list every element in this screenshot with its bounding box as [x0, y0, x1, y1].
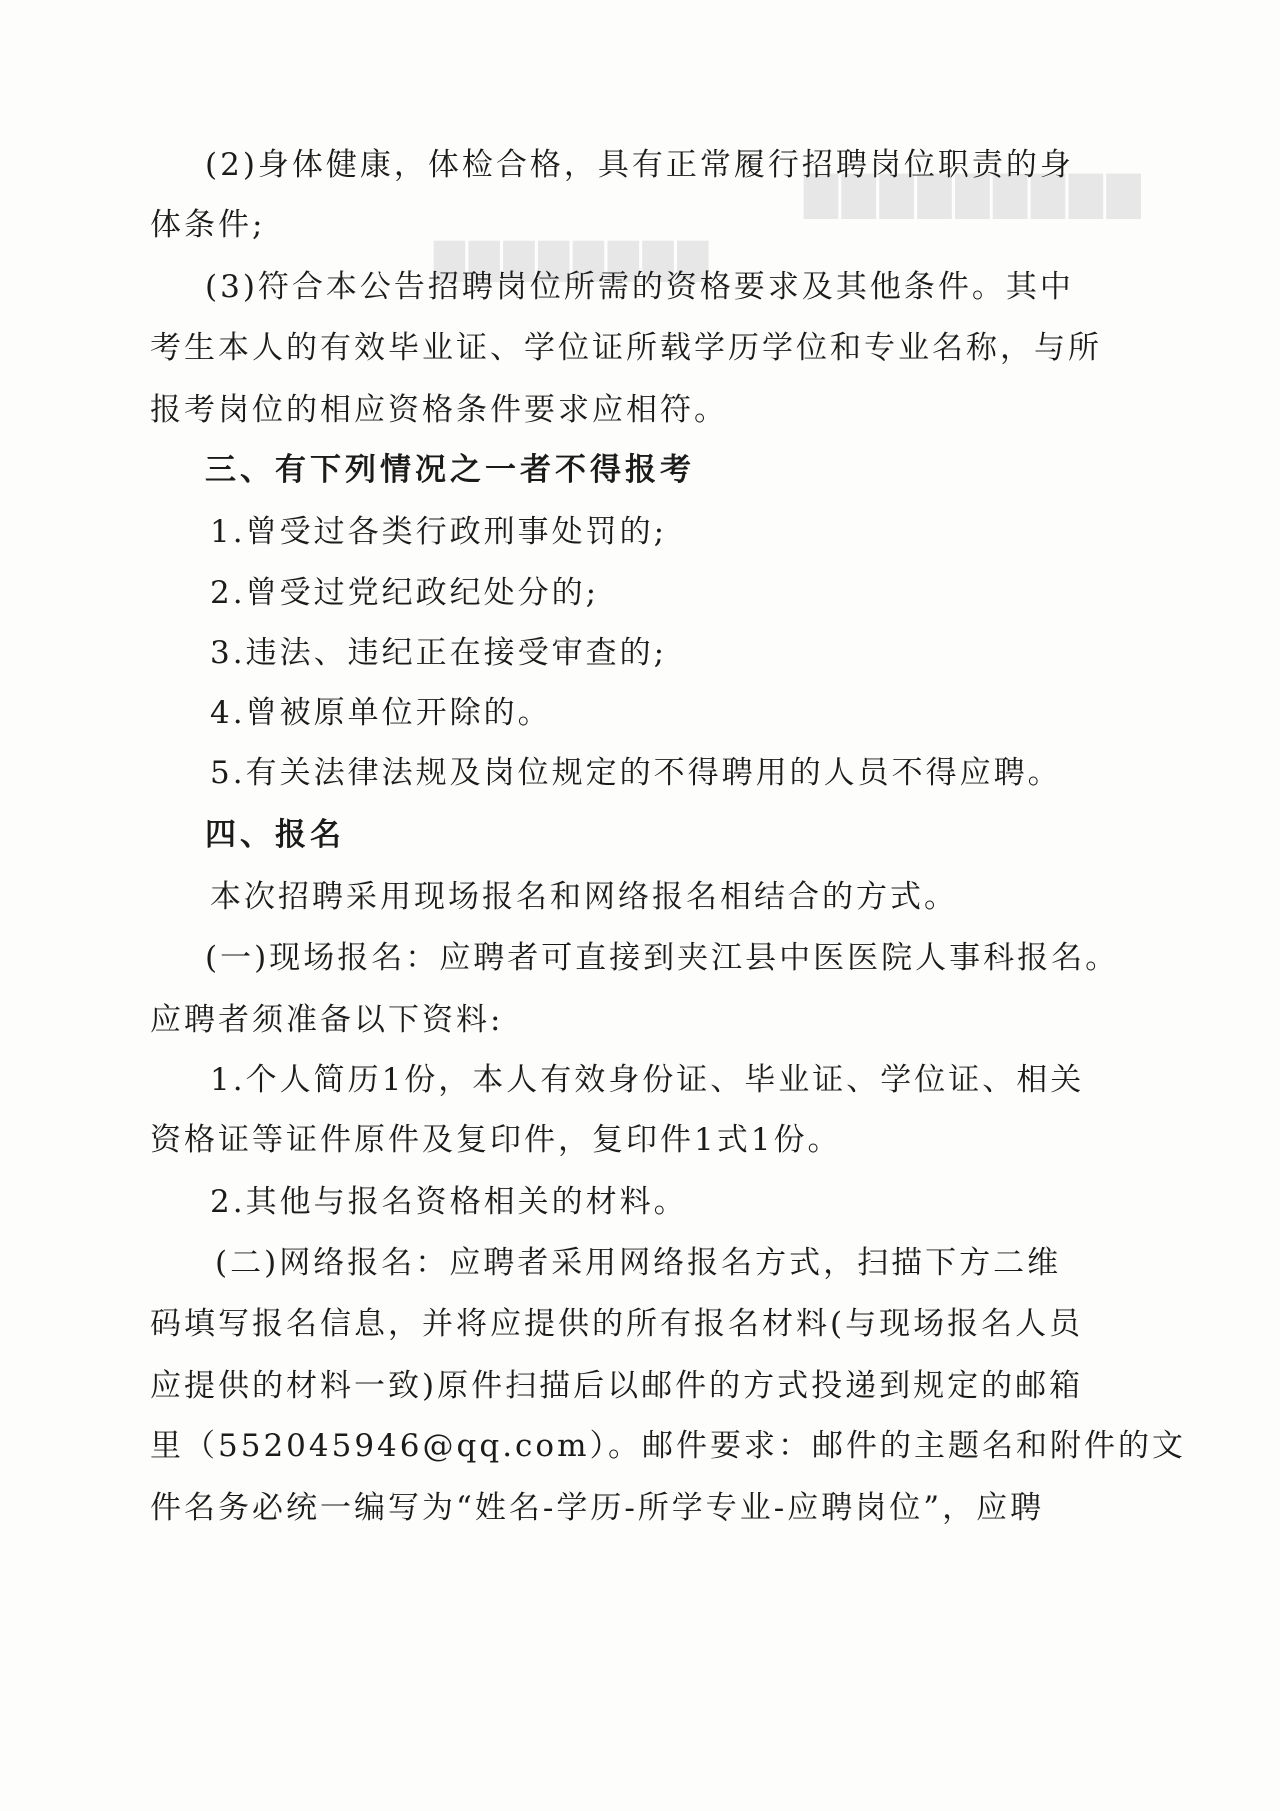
bleed-through-title: ▇▇▇▇▇▇▇▇▇: [800, 168, 1141, 219]
list-item-materials-1-cont: 资格证等证件原件及复印件，复印件1式1份。: [150, 1122, 842, 1158]
section-heading-disqualifications: 三、有下列情况之一者不得报考: [205, 452, 695, 488]
list-item-materials-2: 2.其他与报名资格相关的材料。: [210, 1184, 688, 1220]
paragraph-online-registration-email: 里（552045946@qq.com）。邮件要求：邮件的主题名和附件的文: [150, 1428, 1186, 1464]
paragraph-condition-2-cont: 体条件;: [150, 207, 266, 243]
paragraph-condition-3-cont-2: 报考岗位的相应资格条件要求应相符。: [150, 392, 728, 428]
paragraph-condition-3: (3)符合本公告招聘岗位所需的资格要求及其他条件。其中: [205, 269, 1074, 305]
paragraph-online-registration-cont-2: 应提供的材料一致)原件扫描后以邮件的方式投递到规定的邮箱: [150, 1368, 1084, 1404]
list-item-disqualification-4: 4.曾被原单位开除的。: [210, 695, 552, 731]
bleed-through-subtitle: ▇▇▇▇▇▇▇▇: [430, 236, 709, 282]
paragraph-onsite-registration-cont: 应聘者须准备以下资料:: [150, 1002, 504, 1038]
list-item-disqualification-1: 1.曾受过各类行政刑事处罚的;: [210, 514, 668, 550]
list-item-materials-1: 1.个人简历1份，本人有效身份证、毕业证、学位证、相关: [210, 1062, 1085, 1098]
section-heading-registration: 四、报名: [205, 817, 345, 853]
paragraph-registration-intro: 本次招聘采用现场报名和网络报名相结合的方式。: [210, 879, 958, 915]
paragraph-onsite-registration: (一)现场报名：应聘者可直接到夹江县中医医院人事科报名。: [205, 940, 1120, 976]
list-item-disqualification-5: 5.有关法律法规及岗位规定的不得聘用的人员不得应聘。: [210, 755, 1062, 791]
list-item-disqualification-2: 2.曾受过党纪政纪处分的;: [210, 575, 600, 611]
paragraph-condition-2: (2)身体健康，体检合格，具有正常履行招聘岗位职责的身: [205, 147, 1074, 183]
paragraph-online-registration-cont-1: 码填写报名信息，并将应提供的所有报名材料(与现场报名人员: [150, 1306, 1084, 1342]
paragraph-condition-3-cont-1: 考生本人的有效毕业证、学位证所载学历学位和专业名称，与所: [150, 330, 1102, 366]
paragraph-online-registration-naming: 件名务必统一编写为“姓名-学历-所学专业-应聘岗位”，应聘: [150, 1490, 1045, 1526]
list-item-disqualification-3: 3.违法、违纪正在接受审查的;: [210, 635, 668, 671]
paragraph-online-registration: (二)网络报名：应聘者采用网络报名方式，扫描下方二维: [215, 1245, 1062, 1281]
